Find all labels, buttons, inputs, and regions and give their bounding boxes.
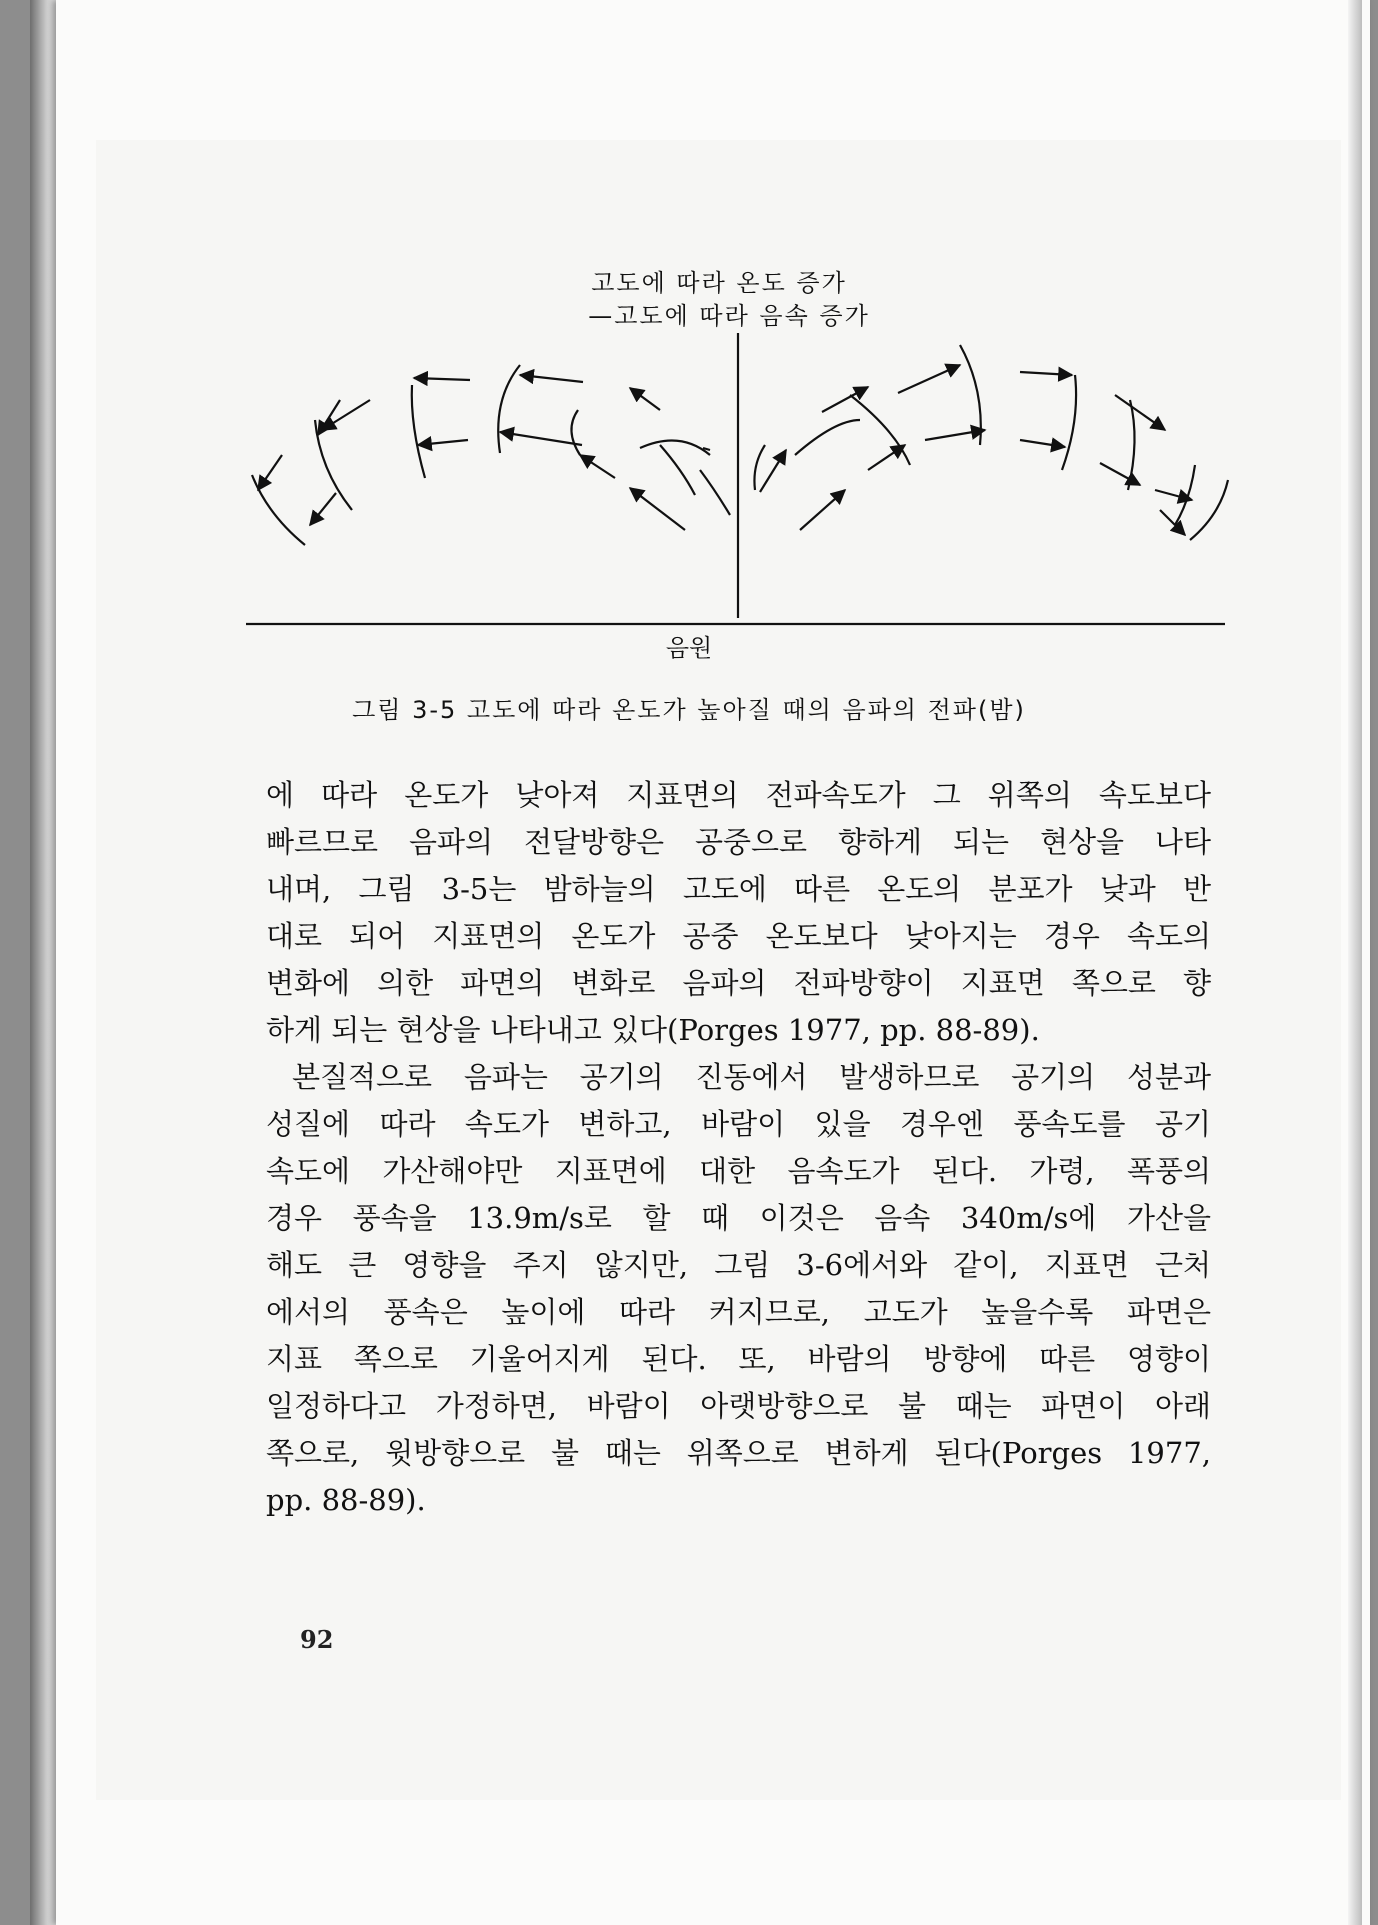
paragraph-2-line: 성질에 따라 속도가 변하고, 바람이 있을 경우엔 풍속도를 공기: [266, 1107, 1211, 1141]
wavefront-left-6: [660, 445, 695, 495]
wavefront-right-6: [1128, 400, 1135, 490]
arrow-left-3: [322, 400, 370, 430]
wavefront-right-7: [1175, 465, 1195, 525]
wavefront-right-2: [795, 420, 860, 455]
paragraph-2-line: 일정하다고 가정하면, 바람이 아랫방향으로 불 때는 파면이 아래: [266, 1389, 1211, 1423]
figure-top-label-line1: 고도에 따라 온도 증가: [591, 269, 847, 297]
wavefront-left-3: [412, 385, 425, 478]
paragraph-2-line: pp. 88-89).: [266, 1483, 426, 1517]
paragraph-2-line: 경우 풍속을 13.9m/s로 할 때 이것은 음속 340m/s에 가산을: [266, 1201, 1211, 1235]
arrow-right-4: [868, 445, 905, 470]
arrow-left-1: [258, 455, 282, 490]
arrow-right-6: [925, 430, 985, 440]
arrow-left-7: [520, 375, 583, 382]
paragraph-2-line: 쪽으로, 윗방향으로 불 때는 위쪽으로 변하게 된다(Porges 1977,: [266, 1436, 1211, 1470]
paragraph-2-line: 에서의 풍속은 높이에 따라 커지므로, 고도가 높을수록 파면은: [266, 1295, 1211, 1329]
arrow-left-2: [318, 400, 340, 435]
figure-caption: 그림 3-5 고도에 따라 온도가 높아질 때의 음파의 전파(밤): [352, 696, 1026, 724]
paragraph-1-line: 내며, 그림 3-5는 밤하늘의 고도에 따른 온도의 분포가 낮과 반: [266, 872, 1211, 906]
arrow-left-8: [500, 432, 582, 445]
wavefront-left-4: [498, 365, 520, 453]
arrow-right-5: [898, 365, 960, 393]
wavefront-right-3: [850, 395, 910, 465]
arrow-left-10: [580, 455, 615, 478]
arrow-right-9: [1115, 395, 1165, 430]
arrow-right-10: [1100, 463, 1140, 485]
wavefront-right-4: [960, 345, 981, 445]
paragraph-1-line: 하게 되는 현상을 나타내고 있다(Porges 1977, pp. 88-89).: [266, 1013, 1040, 1047]
arrow-right-1: [760, 450, 786, 492]
wavefront-left-5: [571, 410, 580, 455]
page-number: 92: [300, 1625, 334, 1654]
wavefront-left-8: [640, 440, 710, 455]
arrow-left-9: [630, 388, 660, 410]
paragraph-2-line: 지표 쪽으로 기울어지게 된다. 또, 바람의 방향에 따른 영향이: [266, 1342, 1211, 1376]
paragraph-2-line: 본질적으로 음파는 공기의 진동에서 발생하므로 공기의 성분과: [292, 1060, 1211, 1094]
arrow-right-2: [800, 490, 845, 530]
arrow-right-8: [1020, 440, 1065, 447]
arrow-right-11: [1155, 490, 1192, 500]
paragraph-1-line: 변화에 의한 파면의 변화로 음파의 전파방향이 지표면 쪽으로 향: [266, 966, 1211, 1000]
paragraph-2-line: 속도에 가산해야만 지표면에 대한 음속도가 된다. 가령, 폭풍의: [266, 1154, 1211, 1188]
body-text: [266, 772, 1211, 1524]
paragraph-1-line: 에 따라 온도가 낮아져 지표면의 전파속도가 그 위쪽의 속도보다: [266, 778, 1211, 812]
wavefront-left-7: [700, 470, 730, 515]
arrow-right-3: [822, 387, 868, 412]
arrow-left-6: [418, 440, 468, 445]
paragraph-1-line: 빠르므로 음파의 전달방향은 공중으로 향하게 되는 현상을 나타: [266, 825, 1211, 859]
wavefront-right-5: [1062, 375, 1076, 470]
wavefront-right-1: [754, 445, 765, 490]
paragraph-1-line: 대로 되어 지표면의 온도가 공중 온도보다 낮아지는 경우 속도의: [266, 919, 1211, 953]
arrow-left-5: [414, 378, 470, 380]
figure-top-label-line2: —고도에 따라 음속 증가: [588, 302, 870, 330]
paragraph-2-line: 해도 큰 영향을 주지 않지만, 그림 3-6에서와 같이, 지표면 근처: [266, 1248, 1211, 1282]
source-label: 음원: [665, 634, 713, 662]
arrow-left-11: [630, 488, 685, 530]
arrow-left-4: [310, 493, 336, 525]
arrow-right-7: [1020, 372, 1072, 375]
wavefront-right-8: [1190, 480, 1228, 540]
